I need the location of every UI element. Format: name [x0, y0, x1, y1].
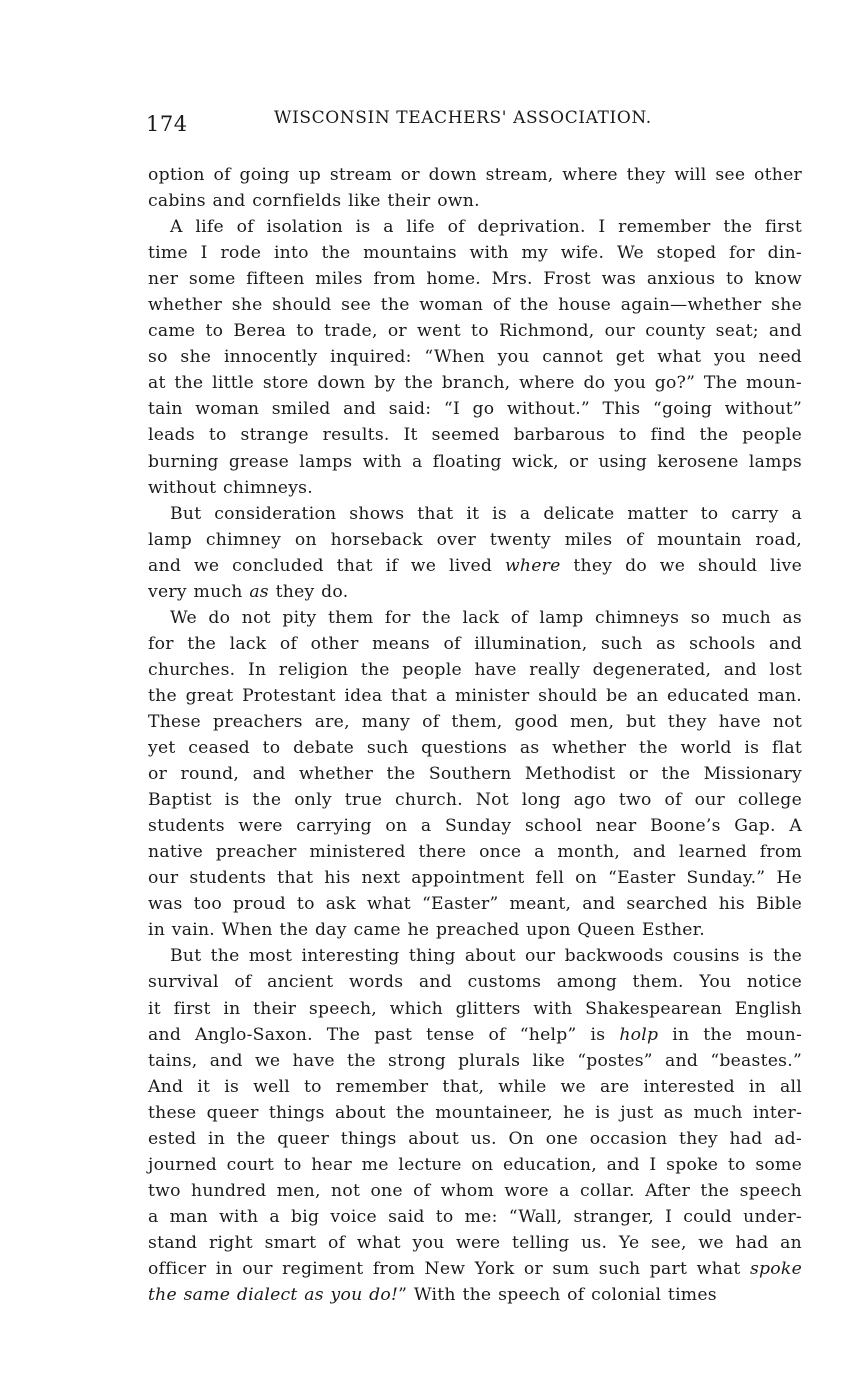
text-line: tains, and we have the strong plurals like “postes” and “beastes.” [148, 1050, 802, 1071]
text-line: But consideration shows that it is a delicate matter to carry a [170, 503, 802, 524]
text-line: students were carrying on a Sunday school near Boone’s Gap. A [148, 816, 802, 837]
text-line: very much as they do. [148, 581, 349, 602]
text-line: whether she should see the woman of the house again—whether she [148, 295, 802, 316]
text-line: tain woman smiled and said: “I go without.” This “going without” [148, 399, 802, 420]
text-line: in vain. When the day came he preached upon Queen Esther. [148, 920, 705, 941]
text-line: stand right smart of what you were telling us. Ye see, we had an [148, 1232, 802, 1253]
text-line: a man with a big voice said to me: “Wall, stranger, I could under- [148, 1206, 802, 1227]
text-line: These preachers are, many of them, good men, but they have not [148, 711, 802, 732]
text-line: the same dialect as you do!” With the speech of colonial times [148, 1285, 717, 1306]
text-line: journed court to hear me lecture on education, and I spoke to some [148, 1154, 802, 1175]
paragraph [148, 162, 802, 214]
text-line: cabins and cornfields like their own. [148, 191, 480, 212]
paragraph [148, 943, 802, 1308]
text-line: without chimneys. [148, 477, 313, 498]
paragraph [148, 214, 802, 501]
text-line: officer in our regiment from New York or sum such part what spoke [148, 1258, 802, 1279]
page-number: 174 [146, 112, 188, 136]
text-line: for the lack of other means of illumination, such as schools and [148, 633, 802, 654]
text-line: the great Protestant idea that a minister should be an educated man. [148, 685, 802, 706]
text-line: at the little store down by the branch, where do you go?” The moun- [148, 373, 802, 394]
running-head: WISCONSIN TEACHERS' ASSOCIATION. [274, 108, 652, 128]
text-line: came to Berea to trade, or went to Richmond, our county seat; and [148, 321, 802, 342]
text-line: And it is well to remember that, while we are interested in all [148, 1076, 802, 1097]
text-line: and Anglo-Saxon. The past tense of “help” is holp in the moun- [148, 1024, 803, 1045]
text-line: Baptist is the only true church. Not long ago two of our college [148, 790, 802, 811]
text-line: two hundred men, not one of whom wore a collar. After the speech [148, 1180, 802, 1201]
text-line: burning grease lamps with a floating wick, or using kerosene lamps [148, 451, 802, 472]
text-line: our students that his next appointment fell on “Easter Sunday.” He [148, 868, 802, 889]
text-line: or round, and whether the Southern Methodist or the Missionary [148, 764, 802, 785]
body-text [148, 162, 802, 1308]
text-line: churches. In religion the people have really degenerated, and lost [148, 659, 802, 680]
text-line: and we concluded that if we lived where they do we should live [148, 555, 803, 576]
paragraph [148, 605, 802, 944]
text-line: ested in the queer things about us. On one occasion they had ad- [148, 1128, 802, 1149]
text-line: lamp chimney on horseback over twenty miles of mountain road, [148, 529, 802, 550]
text-line: We do not pity them for the lack of lamp chimneys so much as [170, 607, 802, 628]
text-line: so she innocently inquired: “When you cannot get what you need [148, 347, 802, 368]
text-line: A life of isolation is a life of deprivation. I remember the first [170, 217, 802, 238]
text-line: it first in their speech, which glitters with Shakespearean English [148, 998, 802, 1019]
text-line: time I rode into the mountains with my wife. We stoped for din- [148, 243, 802, 264]
text-line: But the most interesting thing about our backwoods cousins is the [170, 946, 802, 967]
text-line: was too proud to ask what “Easter” meant, and searched his Bible [148, 894, 802, 915]
paragraph [148, 501, 802, 605]
text-line: option of going up stream or down stream, where they will see other [148, 165, 802, 185]
page-header [146, 106, 806, 134]
text-line: native preacher ministered there once a month, and learned from [148, 842, 802, 863]
text-line: leads to strange results. It seemed barbarous to find the people [148, 425, 802, 446]
text-line: ner some fifteen miles from home. Mrs. Frost was anxious to know [148, 269, 802, 290]
text-line: survival of ancient words and customs among them. You notice [148, 972, 802, 993]
text-line: yet ceased to debate such questions as whether the world is flat [148, 738, 802, 759]
text-line: these queer things about the mountaineer, he is just as much inter- [148, 1102, 802, 1123]
